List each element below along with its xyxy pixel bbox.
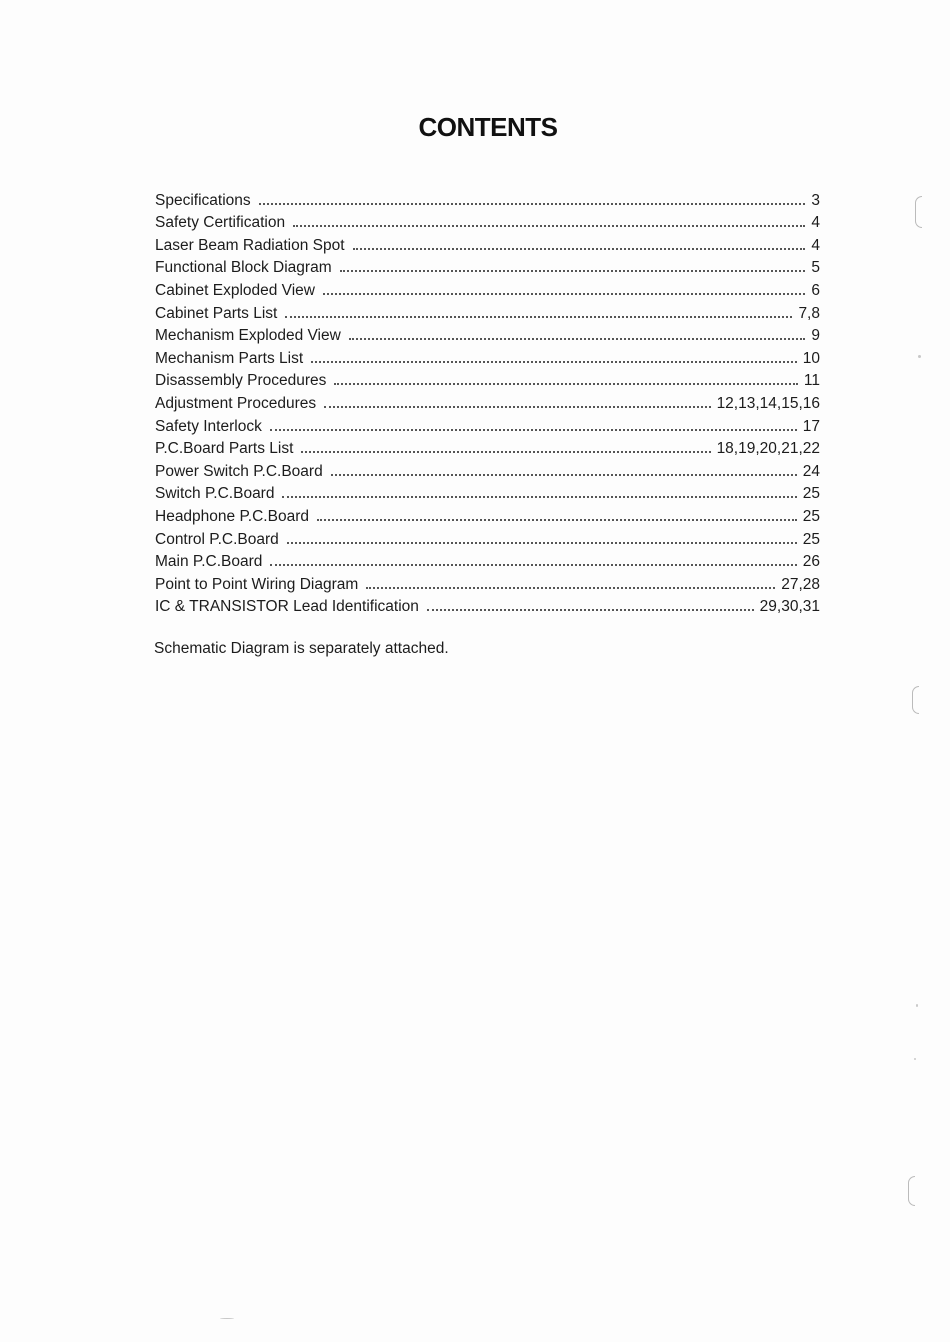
toc-entry-label: P.C.Board Parts List [155, 440, 294, 458]
toc-entry-page: 4 [811, 236, 820, 254]
toc-entry-label: Control P.C.Board [155, 530, 279, 548]
toc-entry-page: 7,8 [798, 304, 820, 322]
toc-entry-page: 17 [802, 417, 820, 435]
toc-entry-page: 26 [802, 553, 820, 571]
dot-leader [349, 337, 806, 340]
toc-entry [155, 231, 820, 254]
dot-leader [366, 586, 775, 589]
toc-entry [155, 367, 820, 390]
toc-entry-label: Cabinet Parts List [155, 304, 278, 322]
toc-entry [155, 344, 820, 367]
toc-entry-label: Safety Certification [155, 214, 286, 232]
toc-entry [155, 412, 820, 435]
toc-entry-page: 12,13,14,15,16 [716, 394, 820, 412]
toc-entry-page: 24 [802, 462, 820, 480]
toc-entry-label: Mechanism Exploded View [155, 327, 341, 345]
toc-entry-page: 10 [802, 349, 820, 367]
toc-entry-label: Laser Beam Radiation Spot [155, 236, 345, 254]
toc-entry [155, 593, 820, 616]
toc-entry-label: Point to Point Wiring Diagram [155, 575, 359, 593]
dot-leader [311, 360, 797, 363]
scan-artifact-speck [916, 1004, 918, 1007]
toc-entry-label: Functional Block Diagram [155, 259, 332, 277]
toc-entry-page: 18,19,20,21,22 [716, 440, 820, 458]
toc-entry [155, 254, 820, 277]
dot-leader [259, 202, 806, 205]
toc-entry-page: 11 [803, 372, 820, 390]
toc-entry [155, 548, 820, 571]
toc-entry [155, 502, 820, 525]
toc-entry [155, 457, 820, 480]
toc-entry-page: 25 [802, 507, 820, 525]
toc-entry-label: Safety Interlock [155, 417, 262, 435]
scan-artifact-speck [220, 1318, 234, 1319]
dot-leader [340, 269, 806, 272]
toc-entry-page: 25 [802, 485, 820, 503]
toc-entry [155, 525, 820, 548]
toc-entry [155, 209, 820, 232]
toc-entry-page: 9 [811, 327, 820, 345]
toc-entry-label: Power Switch P.C.Board [155, 462, 323, 480]
toc-entry-page: 5 [811, 259, 820, 277]
scan-artifact-speck [914, 1058, 916, 1060]
toc-entry [155, 570, 820, 593]
toc-entry-label: Specifications [155, 191, 251, 209]
dot-leader [287, 541, 797, 544]
scan-artifact-speck [918, 355, 921, 358]
toc-entry [155, 435, 820, 458]
dot-leader [282, 495, 796, 498]
toc-entry-label: Main P.C.Board [155, 553, 263, 571]
toc-entry-page: 29,30,31 [759, 598, 820, 616]
toc-entry-page: 6 [811, 281, 820, 299]
toc-entry [155, 480, 820, 503]
toc-entry [155, 299, 820, 322]
page-title: CONTENTS [418, 112, 558, 142]
toc-entry-label: Cabinet Exploded View [155, 281, 315, 299]
toc-entry [155, 276, 820, 299]
scan-artifact-mark [908, 1176, 915, 1206]
toc-entry [155, 186, 820, 209]
scan-artifact-mark [912, 686, 919, 714]
toc-entry-page: 3 [811, 191, 820, 209]
dot-leader [317, 518, 797, 521]
toc-entry-label: Adjustment Procedures [155, 394, 317, 412]
toc-entry-label: Switch P.C.Board [155, 485, 275, 503]
dot-leader [323, 292, 805, 295]
toc-entry-page: 27,28 [781, 575, 820, 593]
dot-leader [334, 382, 797, 385]
dot-leader [324, 405, 710, 408]
dot-leader [270, 563, 796, 566]
toc-entry [155, 389, 820, 412]
dot-leader [285, 315, 792, 318]
dot-leader [301, 450, 710, 453]
toc-entry-label: Disassembly Procedures [155, 372, 327, 390]
dot-leader [331, 473, 797, 476]
toc-entry-label: Mechanism Parts List [155, 349, 304, 367]
table-of-contents [155, 186, 820, 615]
toc-entry [155, 322, 820, 345]
dot-leader [353, 247, 806, 250]
toc-entry-page: 4 [811, 214, 820, 232]
toc-entry-page: 25 [802, 530, 820, 548]
schematic-note: Schematic Diagram is separately attached. [154, 640, 449, 657]
scan-artifact-mark [915, 196, 922, 228]
dot-leader [270, 428, 797, 431]
toc-entry-label: Headphone P.C.Board [155, 507, 309, 525]
dot-leader [427, 608, 754, 611]
toc-entry-label: IC & TRANSISTOR Lead Identification [155, 598, 419, 616]
dot-leader [293, 224, 805, 227]
